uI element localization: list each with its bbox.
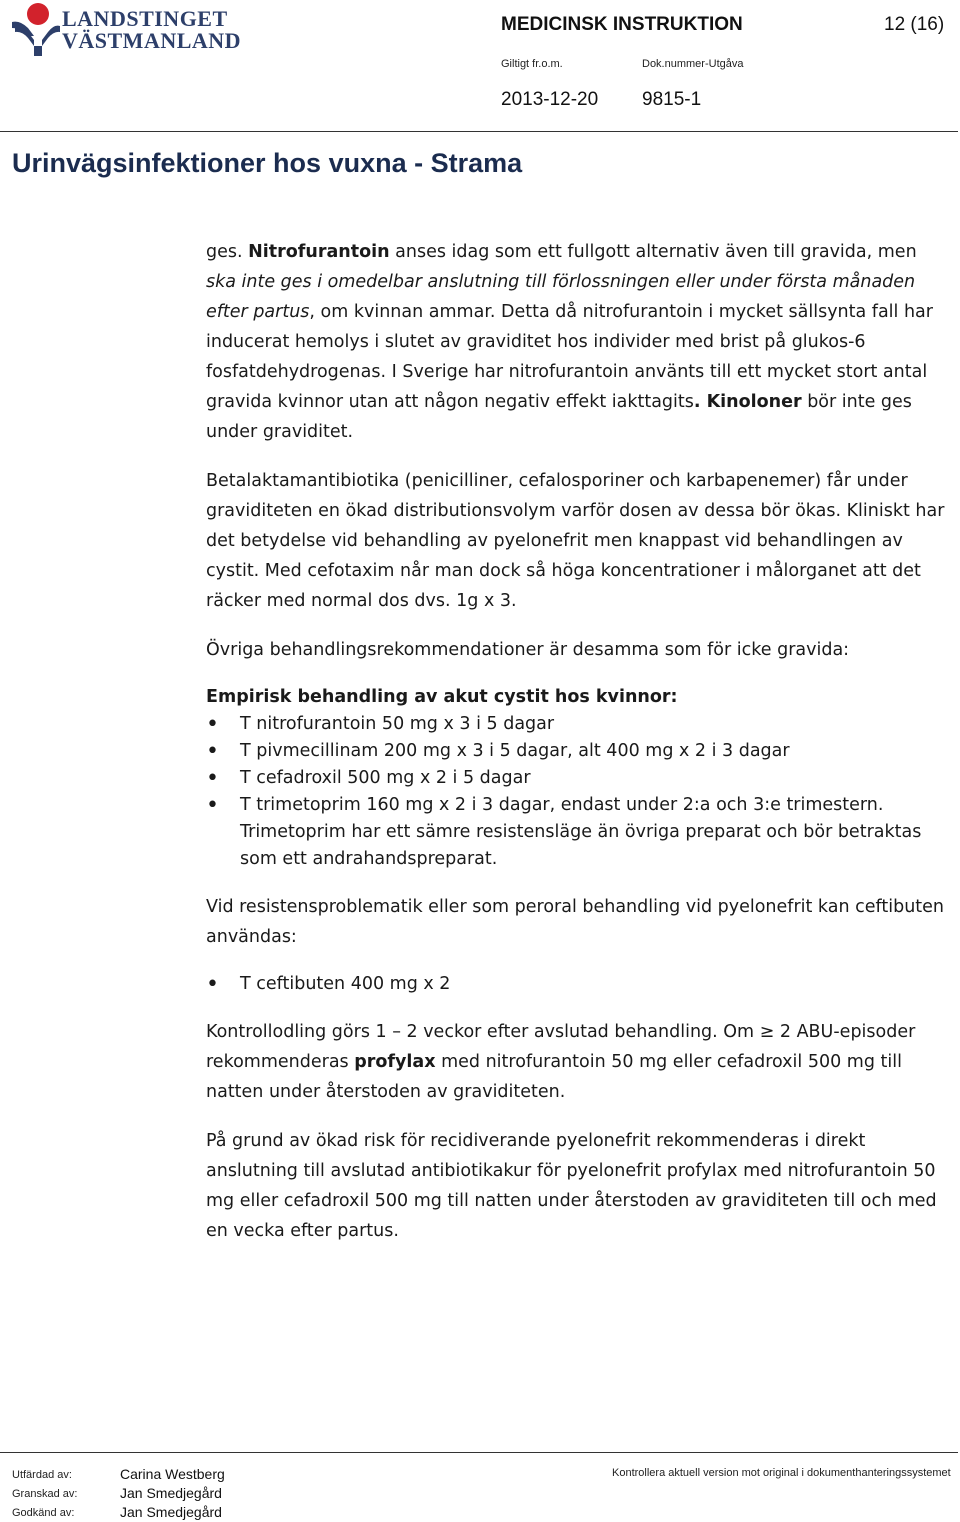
- paragraph-prophylaxis: På grund av ökad risk för recidiverande pyelonefrit rekommenderas i direkt anslutning till avslutad antibiotikakur för pyelonefrit profylax med nitrofurantoin 50 mg eller cefadroxil 500 mg till natten under återstoden av graviditeten till och med en vecka efter partus.: [206, 1131, 937, 1241]
- approved-by-value: Jan Smedjegård: [120, 1504, 222, 1520]
- document-number-label: Dok.nummer-Utgåva: [642, 58, 744, 70]
- paragraph-resistance: Vid resistensproblematik eller som peroral behandling vid pyelonefrit kan ceftibuten användas:: [206, 897, 945, 947]
- text-run: Kontrollodling görs 1 – 2 veckor efter avslutad behandling. Om ≥ 2 ABU-episoder rekommenderas: [206, 1022, 916, 1072]
- page-number: 12 (16): [884, 14, 945, 35]
- paragraph-betalactam: Betalaktamantibiotika (penicilliner, cefalosporiner och karbapenemer) får under graviditeten en ökad distributionsvolym varför dosen av dessa bör ökas. Kliniskt har det betydelse vid behandling av pyelonefrit men knappast vid behandlingen av cystit. Med cefotaxim når man dock så höga koncentrationer i målorganet att det räcker med normal dos dvs. 1g x 3.: [206, 471, 945, 611]
- document-body: [206, 237, 951, 1246]
- list-item: • T pivmecillinam 200 mg x 3 i 5 dagar, alt 400 mg x 2 i 3 dagar: [206, 738, 951, 765]
- list-item: • T trimetoprim 160 mg x 2 i 3 dagar, endast under 2:a och 3:e trimestern. Trimetoprim har ett sämre resistensläge än övriga preparat och bör betraktas som ett andrahandspreparat.: [206, 792, 951, 873]
- logo-line-1: LANDSTINGET: [62, 6, 228, 31]
- logo-wordmark: [62, 8, 241, 52]
- paragraph-other-recommendations: Övriga behandlingsrekommendationer är desamma som för icke gravida:: [206, 640, 850, 660]
- text-run: med nitrofurantoin 50 mg eller cefadroxil 500 mg till natten under återstoden av graviditeten.: [206, 1052, 902, 1102]
- footer-divider: [0, 1452, 958, 1453]
- paragraph-control-culture: [206, 1017, 951, 1107]
- issued-by-value: Carina Westberg: [120, 1466, 225, 1482]
- text-run: ges.: [206, 242, 249, 262]
- header-divider: [0, 131, 958, 132]
- document-number-value: 9815-1: [642, 89, 702, 110]
- paragraph-nitrofurantoin: [206, 237, 951, 447]
- ceftibuten-list: [206, 971, 951, 998]
- empiric-treatment-heading: [206, 684, 951, 711]
- empiric-treatment-list: [206, 711, 951, 873]
- approved-by-label: Godkänd av:: [12, 1507, 75, 1519]
- valid-from-label: Giltigt fr.o.m.: [501, 58, 563, 70]
- organization-logo: [12, 2, 242, 58]
- reviewed-by-value: Jan Smedjegård: [120, 1485, 222, 1501]
- bold-run: profylax: [354, 1052, 436, 1072]
- valid-from-value: 2013-12-20: [501, 89, 599, 110]
- italic-run: ska inte ges i omedelbar anslutning till förlossningen eller under första månaden efter partus: [206, 272, 916, 322]
- issued-by-label: Utfärdad av:: [12, 1469, 72, 1481]
- page-title: Urinvägsinfektioner hos vuxna - Strama: [12, 148, 523, 178]
- text-run: bör inte ges under graviditet.: [206, 392, 912, 442]
- reviewed-by-label: Granskad av:: [12, 1488, 78, 1500]
- list-item: • T cefadroxil 500 mg x 2 i 5 dagar: [206, 765, 951, 792]
- text-run: anses idag som ett fullgott alternativ även till gravida, men: [389, 242, 917, 262]
- bold-run: Nitrofurantoin: [248, 242, 390, 262]
- list-item: • T ceftibuten 400 mg x 2: [206, 971, 951, 998]
- text-run: , om kvinnan ammar. Detta då nitrofurantoin i mycket sällsynta fall har inducerat hemolys i slutet av graviditet hos individer med brist på glukos-6 fosfatdehydrogenas. I Sverige har nitrofurantoin använts till ett mycket stort antal gravida kvinnor utan att någon negativ effekt iakttagits: [206, 302, 933, 412]
- list-item: • T nitrofurantoin 50 mg x 3 i 5 dagar: [206, 711, 951, 738]
- logo-line-2: VÄSTMANLAND: [62, 28, 242, 53]
- document-type: MEDICINSK INSTRUKTION: [501, 14, 743, 35]
- version-control-note: Kontrollera aktuell version mot original i dokumenthanteringssystemet: [612, 1467, 951, 1479]
- bold-run: . Kinoloner: [693, 392, 802, 412]
- logo-figure-icon: [12, 2, 60, 58]
- heading-text: Empirisk behandling av akut cystit hos kvinnor:: [206, 687, 678, 707]
